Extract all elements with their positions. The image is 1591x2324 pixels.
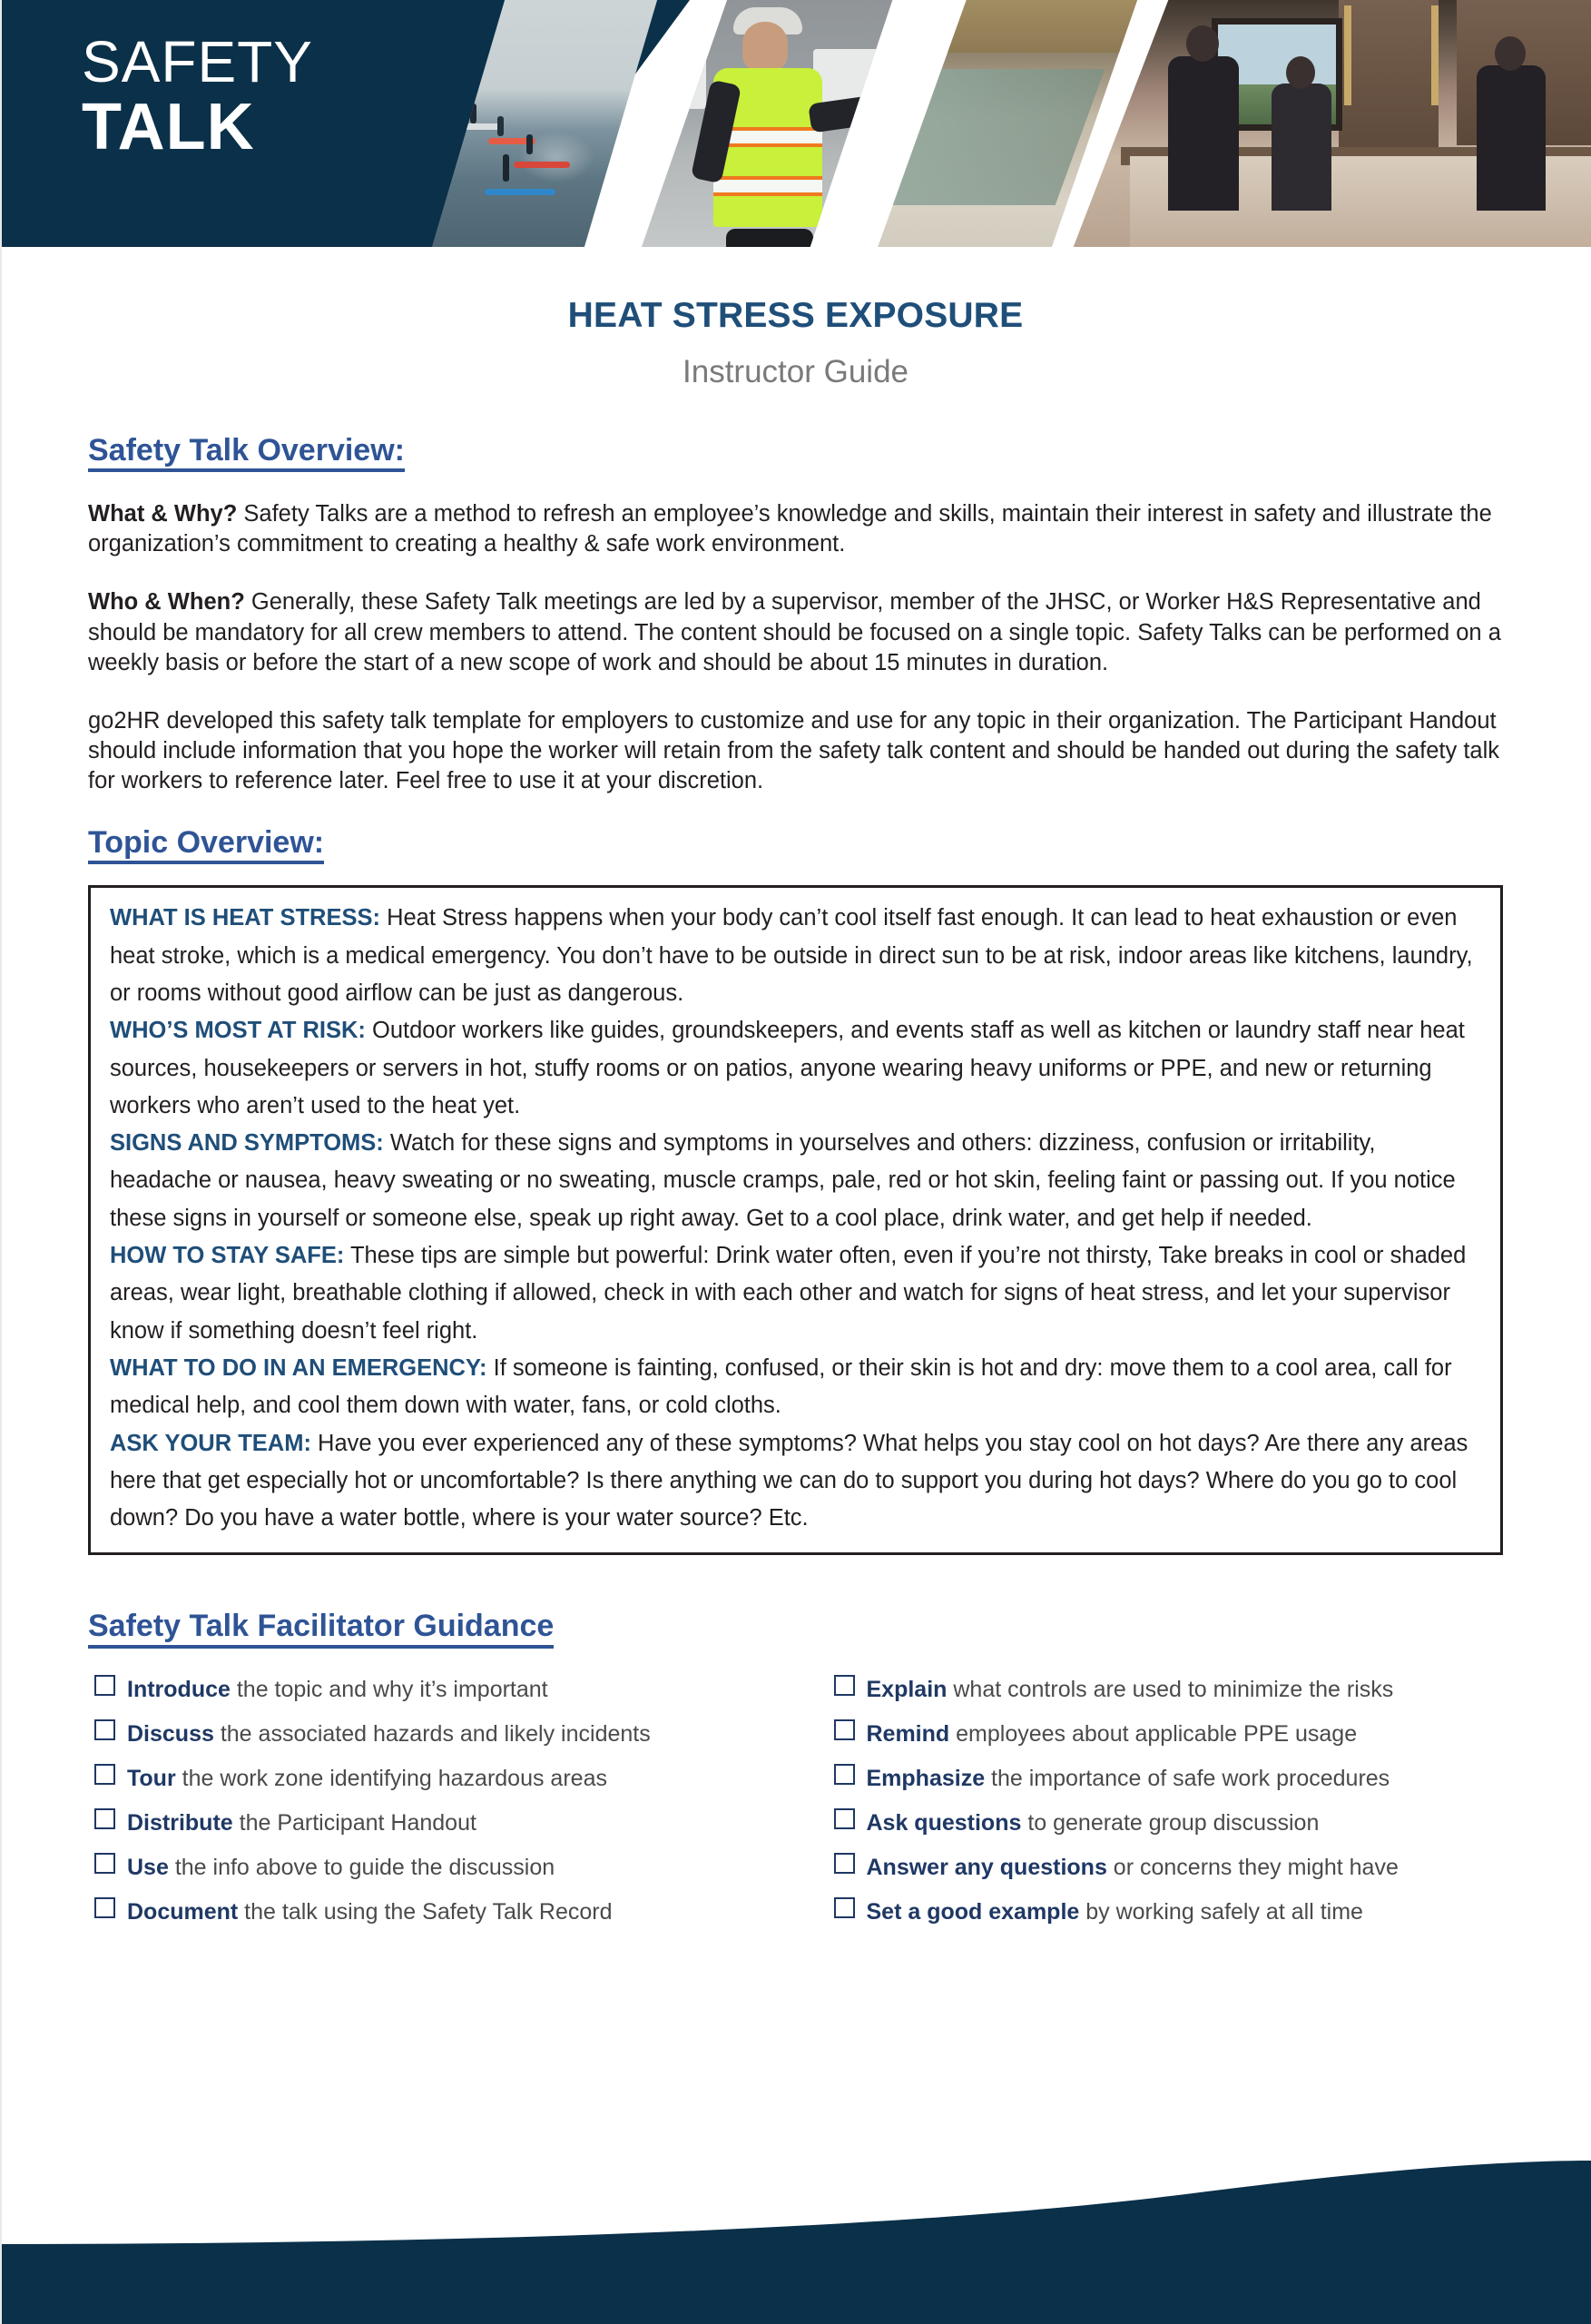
banner-photo-front-desk <box>1066 0 1591 247</box>
list-item[interactable] <box>834 1676 1537 1701</box>
banner-logo-line2: TALK <box>82 91 255 163</box>
list-item-strong: Remind <box>866 1720 950 1747</box>
list-item[interactable] <box>94 1809 798 1835</box>
list-item-strong: Document <box>127 1898 239 1925</box>
topic-item-label: WHO’S MOST AT RISK: <box>110 1018 366 1044</box>
checkbox-icon[interactable] <box>834 1675 855 1696</box>
list-item-rest: the talk using the Safety Talk Record <box>238 1898 613 1925</box>
list-item-strong: Distribute <box>127 1809 233 1836</box>
footer-wave <box>0 2161 1591 2324</box>
list-item-rest: the info above to guide the discussion <box>168 1854 555 1880</box>
topic-item-text: Outdoor workers like guides, groundskeepers, and events staff as well as kitchen or laundry staff near heat sources, housekeepers or servers in hot, stuffy rooms or on patios, anyone wearing heavy uniforms or PPE, and new or returning workers who aren’t used to the heat yet. <box>110 1018 1465 1118</box>
checkbox-icon[interactable] <box>94 1853 115 1874</box>
topic-heading-wrap <box>88 824 1591 864</box>
list-item-strong: Tour <box>127 1765 176 1791</box>
topic-item <box>110 1237 1481 1350</box>
facilitator-heading: Safety Talk Facilitator Guidance <box>88 1608 554 1648</box>
list-item[interactable] <box>834 1720 1537 1746</box>
overview-paragraph-lead: Who & When? <box>88 589 245 615</box>
overview-paragraph <box>88 587 1503 677</box>
overview-paragraph-lead: What & Why? <box>88 501 238 527</box>
topic-overview-box <box>88 885 1503 1555</box>
topic-item-text: Have you ever experienced any of these symptoms? What helps you stay cool on hot days? Are there any areas here that get especially hot or uncomfortable? Is there anything we can do to support you during hot days? Where do you go to cool down? Do you have a water bottle, where is your water source? Etc. <box>110 1430 1468 1531</box>
overview-paragraph-body: go2HR developed this safety talk template for employers to customize and use for any topic in their organization. The Participant Handout should include information that you hope the worker will retain from the safety talk content and should be handed out during the safety talk for workers to reference later. Feel free to use it at your discretion. <box>88 707 1500 794</box>
list-item[interactable] <box>94 1854 798 1879</box>
topic-item-text: Heat Stress happens when your body can’t cool itself fast enough. It can lead to heat exhaustion or even heat stroke, which is a medical emergency. You don’t have to be outside in direct sun to be at risk, indoor areas like kitchens, laundry, or rooms without good airflow can be just as dangerous. <box>110 905 1473 1006</box>
overview-paragraph-body: Safety Talks are a method to refresh an employee’s knowledge and skills, maintain their interest in safety and illustrate the organization’s commitment to creating a healthy & safe work environment. <box>88 501 1492 557</box>
topic-item-text: These tips are simple but powerful: Drink water often, even if you’re not thirsty, Take breaks in cool or shaded areas, wear light, breathable clothing if allowed, check in with each other and watch for signs of heat stress, and let your supervisor know if something doesn’t feel right. <box>110 1243 1467 1344</box>
topic-item <box>110 1012 1481 1125</box>
list-item-strong: Use <box>127 1854 169 1880</box>
page-subtitle: Instructor Guide <box>683 354 908 389</box>
list-item[interactable] <box>834 1898 1537 1924</box>
topic-item-text: If someone is fainting, confused, or their skin is hot and dry: move them to a cool area, call for medical help, and cool them down with water, fans, or cold cloths. <box>110 1354 1452 1419</box>
topic-heading: Topic Overview: <box>88 824 324 864</box>
list-item-rest: employees about applicable PPE usage <box>949 1720 1358 1747</box>
list-item-strong: Ask questions <box>866 1809 1022 1836</box>
checkbox-icon[interactable] <box>834 1853 855 1874</box>
overview-paragraphs <box>88 499 1503 796</box>
list-item-rest: the Participant Handout <box>232 1809 476 1836</box>
facilitator-checklist-left-column <box>94 1676 798 1943</box>
topic-item-label: ASK YOUR TEAM: <box>110 1430 311 1456</box>
topic-item-label: WHAT IS HEAT STRESS: <box>110 905 380 931</box>
banner-photo-flagger <box>635 0 899 247</box>
topic-item <box>110 900 1481 1012</box>
facilitator-heading-wrap <box>88 1608 1591 1648</box>
list-item[interactable] <box>834 1854 1537 1879</box>
list-item-rest: the work zone identifying hazardous areas <box>175 1765 607 1791</box>
list-item-strong: Answer any questions <box>866 1854 1107 1880</box>
list-item-rest: what controls are used to minimize the risks <box>947 1676 1394 1702</box>
list-item-strong: Discuss <box>127 1720 214 1747</box>
list-item-strong: Set a good example <box>866 1898 1080 1925</box>
checkbox-icon[interactable] <box>834 1719 855 1740</box>
facilitator-checklist-right-column <box>834 1676 1537 1943</box>
checkbox-icon[interactable] <box>94 1719 115 1740</box>
banner-logo-line1: SAFETY <box>82 29 313 94</box>
list-item-rest: the topic and why it’s important <box>230 1676 548 1702</box>
overview-heading-wrap <box>88 432 1591 472</box>
list-item[interactable] <box>94 1720 798 1746</box>
topic-item-label: SIGNS AND SYMPTOMS: <box>110 1130 384 1157</box>
list-item-rest: the associated hazards and likely incidents <box>213 1720 651 1747</box>
list-item-strong: Introduce <box>127 1676 231 1702</box>
document-body <box>0 247 1591 1943</box>
list-item[interactable] <box>94 1898 798 1924</box>
checkbox-icon[interactable] <box>94 1764 115 1785</box>
list-item-strong: Explain <box>866 1676 948 1702</box>
topic-item <box>110 1125 1481 1237</box>
topic-item-label: HOW TO STAY SAFE: <box>110 1243 345 1269</box>
overview-heading: Safety Talk Overview: <box>88 432 405 472</box>
topic-item-label: WHAT TO DO IN AN EMERGENCY: <box>110 1354 487 1381</box>
topic-item <box>110 1425 1481 1538</box>
list-item[interactable] <box>94 1765 798 1790</box>
checkbox-icon[interactable] <box>834 1897 855 1918</box>
list-item-rest: the importance of safe work procedures <box>985 1765 1390 1791</box>
header-banner <box>0 0 1591 247</box>
checkbox-icon[interactable] <box>834 1808 855 1829</box>
overview-paragraph <box>88 706 1503 796</box>
footer-wave-shape <box>0 2161 1591 2324</box>
list-item[interactable] <box>834 1809 1537 1835</box>
page-title: HEAT STRESS EXPOSURE <box>567 296 1024 335</box>
list-item[interactable] <box>834 1765 1537 1790</box>
list-item-rest: to generate group discussion <box>1021 1809 1320 1836</box>
list-item-strong: Emphasize <box>866 1765 986 1791</box>
facilitator-checklist <box>0 1676 1591 1943</box>
list-item-rest: by working safely at all time <box>1079 1898 1363 1925</box>
topic-item-text: Watch for these signs and symptoms in yourselves and others: dizziness, confusion or irritability, headache or nausea, heavy sweating or no sweating, muscle cramps, pale, red or hot skin, feeling faint or passing out. If you notice these signs in yourself or someone else, speak up right away. Get to a cool place, drink water, and get help if needed. <box>110 1130 1456 1231</box>
checkbox-icon[interactable] <box>94 1675 115 1696</box>
overview-paragraph-body: Generally, these Safety Talk meetings are led by a supervisor, member of the JHSC, or Worker H&S Representative and should be mandatory for all crew members to attend. The content should be focused on a single topic. Safety Talks can be performed on a weekly basis or before the start of a new scope of work and should be about 15 minutes in duration. <box>88 589 1501 675</box>
list-item-rest: or concerns they might have <box>1106 1854 1399 1880</box>
checkbox-icon[interactable] <box>94 1808 115 1829</box>
overview-paragraph <box>88 499 1503 559</box>
checkbox-icon[interactable] <box>94 1897 115 1918</box>
list-item[interactable] <box>94 1676 798 1701</box>
banner-logo <box>82 29 313 163</box>
checkbox-icon[interactable] <box>834 1764 855 1785</box>
topic-item <box>110 1350 1481 1425</box>
